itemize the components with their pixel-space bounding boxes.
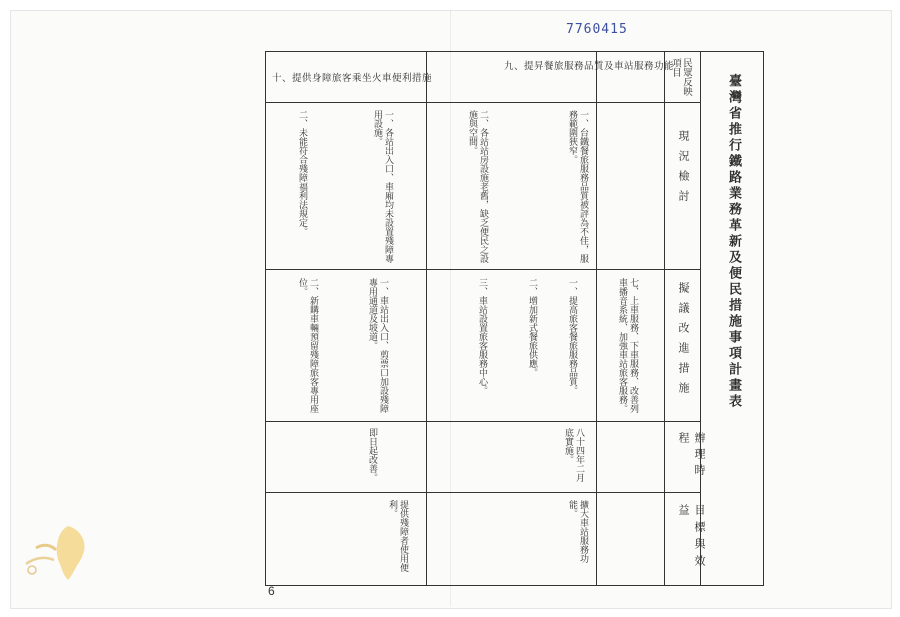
page-number: 6 (268, 584, 275, 598)
rule-schedule-bottom (266, 492, 700, 493)
document-number: 7760415 (566, 22, 628, 37)
header-reflected-items: 民眾反映項目 (670, 58, 692, 96)
review-item9-1: 一、台鐵餐旅服務品質被評為不佳，服務範圍狹窄。 (567, 110, 588, 263)
header-review: 現況檢討 (677, 130, 690, 210)
measures-item9-3: 三、車站設置旅客服務中心。 (477, 278, 487, 395)
rule-review-bottom (266, 269, 700, 270)
measures-item10-1: 一、車站出入口、剪票口加設殘障專用通道及坡道。 (367, 278, 388, 413)
schedule-item9: 八十四年二月底實施。 (563, 428, 584, 482)
taiwan-map-watermark-icon (16, 520, 102, 584)
review-item9-2: 二、各站站房設施老舊，缺乏便民之設施與空間。 (467, 110, 488, 263)
document-title: 臺灣省推行鐵路業務革新及便民措施事項計畫表 (726, 74, 741, 410)
measures-item9-1: 一、提高旅客餐旅服務品質。 (567, 278, 577, 395)
measures-item9-2: 二、增加新式餐旅供應。 (527, 278, 537, 377)
item-9-title: 九、提昇餐旅服務品質及車站服務功能 (504, 61, 675, 72)
header-schedule: 辦理時程 (677, 432, 706, 480)
measures-item7: 七、上車服務、下車服務、改善列車播音系統、加強車站旅客服務。 (617, 278, 638, 413)
rule-column-1 (426, 52, 427, 585)
header-measures: 擬議改進措施 (677, 282, 690, 402)
rule-measures-bottom (266, 421, 700, 422)
rule-header-bottom (266, 102, 700, 103)
review-item10-2: 二、未能符合殘障福利法規定。 (297, 110, 307, 236)
rule-header-column (664, 52, 665, 585)
schedule-item10: 即日起改善。 (367, 428, 377, 482)
review-item10-1: 一、各站出入口、車廂均未設置殘障專用設施。 (372, 110, 393, 263)
goals-item9: 擴大車站服務功能。 (567, 500, 588, 563)
header-goals: 目標與效益 (677, 504, 706, 572)
item-10-title: 十、提供身障旅客乘坐火車便利措施 (272, 73, 433, 84)
rule-column-2 (596, 52, 597, 585)
measures-item10-2: 二、新購車輛預留殘障旅客專用座位。 (297, 278, 318, 413)
goals-item10: 提供殘障者使用便利。 (387, 500, 408, 572)
plan-table (265, 51, 764, 586)
